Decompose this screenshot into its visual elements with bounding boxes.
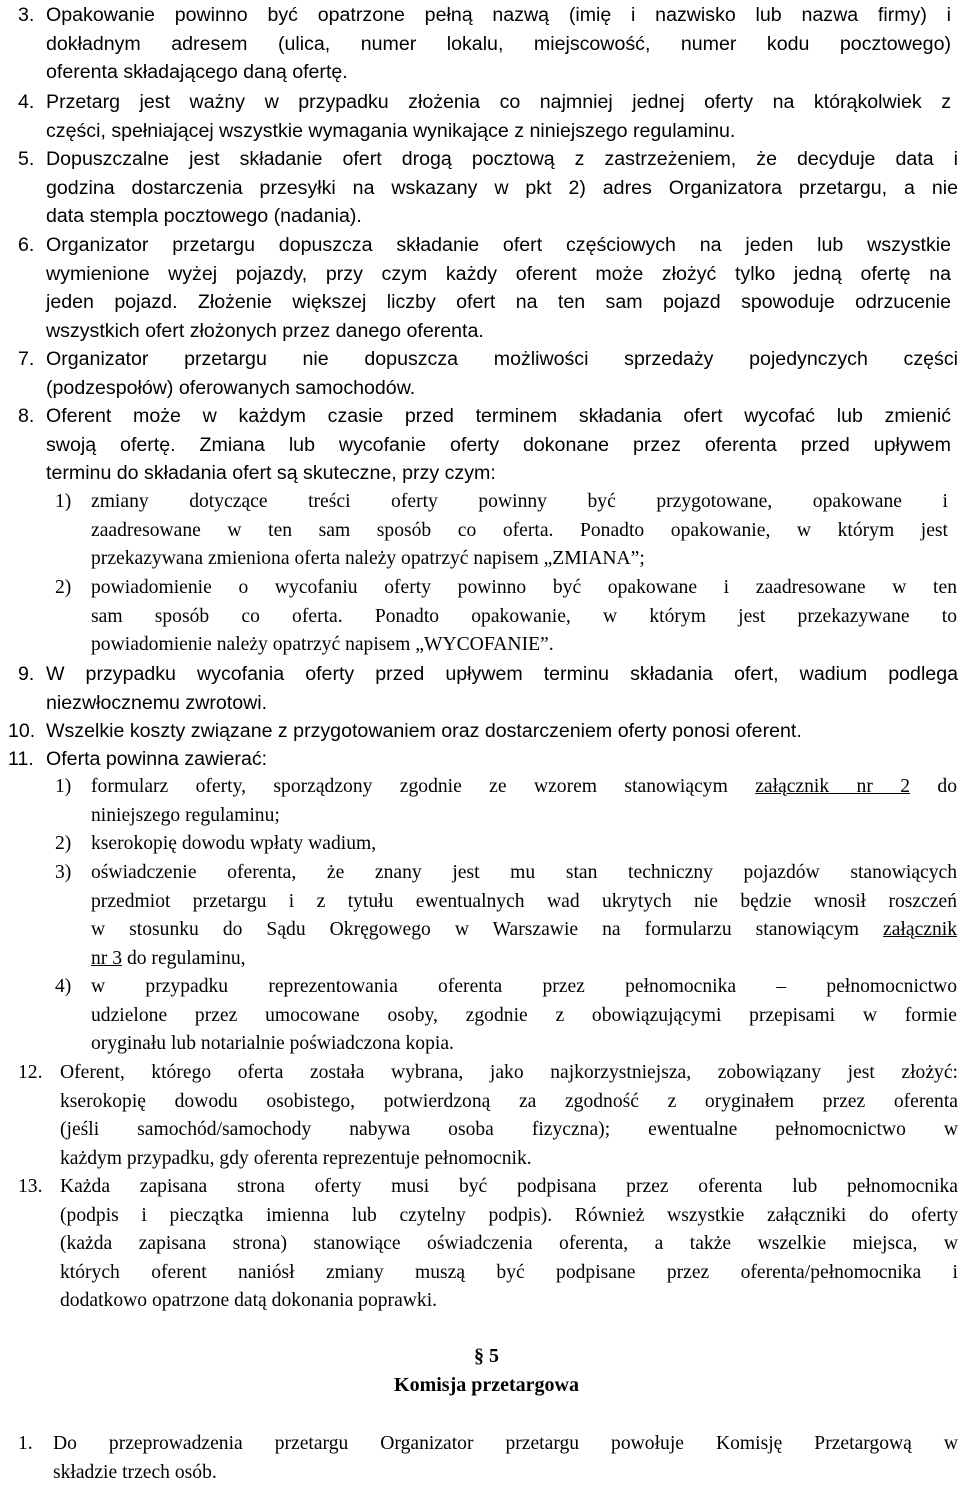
item-number: 3.: [18, 4, 35, 26]
text-line: powiadomienie o wycofaniu oferty powinno być opakowane i zaadresowane w ten: [91, 577, 957, 598]
sub-list-item: [55, 973, 957, 1059]
attachment-link[interactable]: załącznik nr 2: [755, 776, 911, 797]
text-line: zaadresowane w ten sam sposób co oferta. Ponadto opakowanie, w którym jest: [91, 519, 948, 541]
text-line: Organizator przetargu nie dopuszcza możliwości sprzedaży pojedynczych części: [46, 348, 958, 370]
text-line: kserokopię dowodu osobistego, potwierdzoną za zgodność z oryginałem przez oferenta: [60, 1090, 958, 1112]
item-number: 11.: [8, 748, 34, 770]
text-line: każdym przypadku, gdy oferenta reprezentuje pełnomocnik.: [60, 1147, 532, 1169]
text-line: formularz oferty, sporządzony zgodnie ze wzorem stanowiącym: [91, 776, 728, 797]
list-item: [18, 402, 951, 488]
list-item: [18, 345, 958, 402]
text-line: których oferent naniósł zmiany muszą być podpisane przez oferenta/pełnomocnika i: [60, 1261, 958, 1283]
item-number: 12.: [18, 1062, 43, 1083]
list-item: [18, 1430, 958, 1487]
item-number: 4): [55, 976, 72, 997]
text-line: (jeśli samochód/samochody nabywa osoba fizyczna); ewentualne pełnomocnictwo w: [60, 1119, 958, 1141]
text-line: sam sposób co oferta. Ponadto opakowanie, w którym jest przekazywane to: [91, 605, 957, 627]
list-item: [18, 1059, 958, 1173]
text-line: Oferent może w każdym czasie przed terminem składania ofert wycofać lub zmienić: [46, 405, 951, 427]
text-line: części, spełniającej wszystkie wymagania wynikające z niniejszego regulaminu.: [46, 119, 736, 142]
list-item: [18, 145, 958, 231]
text-line: Wszelkie koszty związane z przygotowaniem oraz dostarczeniem oferty ponosi oferent.: [46, 720, 802, 742]
text-line: terminu do składania ofert są skuteczne, przy czym:: [46, 462, 496, 485]
item-number: 2): [55, 577, 72, 598]
sub-list-item: [55, 830, 957, 859]
text-line: składzie trzech osób.: [53, 1461, 217, 1483]
text-line: swoją ofertę. Zmiana lub wycofanie oferty dokonane przez oferenta przed upływem: [46, 433, 951, 456]
list-item: [18, 1173, 958, 1316]
item-number: 10.: [8, 720, 36, 742]
item-number: 5.: [18, 148, 35, 170]
item-number: 2): [55, 833, 72, 854]
text-line: Oferent, którego oferta została wybrana, jako najkorzystniejsza, zobowiązany jest złożyć:: [60, 1062, 958, 1083]
section-number: § 5: [474, 1345, 499, 1367]
text-line: (podzespołów) oferowanych samochodów.: [46, 376, 416, 399]
text-line: wszystkich ofert złożonych przez danego oferenta.: [46, 319, 484, 342]
item-number: 3): [55, 862, 72, 883]
text-line: udzielone przez umocowane osoby, zgodnie z obowiązującymi przepisami w formie: [91, 1004, 957, 1026]
text-line: oryginału lub notarialnie poświadczona kopia.: [91, 1033, 454, 1055]
text-line: dokładnym adresem (ulica, numer lokalu, miejscowość, numer kodu pocztowego): [46, 32, 951, 55]
list-item: [18, 231, 951, 345]
text-line: oświadczenie oferenta, że znany jest mu stan techniczny pojazdów stanowiących: [91, 862, 957, 883]
text-line: dodatkowo opatrzone datą dokonania poprawki.: [60, 1290, 438, 1312]
text-line: Do przeprowadzenia przetargu Organizator przetargu powołuje Komisję Przetargową w: [53, 1433, 958, 1454]
item-number: 4.: [18, 91, 35, 113]
attachment-link[interactable]: nr 3: [91, 947, 123, 969]
text-line: przedmiot przetargu i z tytułu ewentualnych wad ukrytych nie będzie wnosił roszczeń: [91, 890, 957, 912]
list-item: [8, 717, 958, 746]
item-number: 8.: [18, 405, 35, 427]
text-line: Oferta powinna zawierać:: [46, 748, 268, 770]
sub-list-item: [55, 773, 957, 830]
item-number: 9.: [18, 663, 35, 685]
text-line: Opakowanie powinno być opatrzone pełną nazwą (imię i nazwisko lub nazwa firmy) i: [46, 4, 951, 26]
text-line: jeden pojazd. Złożenie większej liczby ofert na ten sam pojazd spowoduje odrzucenie: [46, 291, 951, 314]
text-line: Organizator przetargu dopuszcza składanie ofert częściowych na jeden lub wszystkie: [46, 234, 951, 256]
sub-list-item: [55, 488, 948, 574]
text-line: (każda zapisana strona) stanowiące oświadczenia oferenta, a także wszelkie miejsca, w: [60, 1233, 958, 1255]
item-number: 6.: [18, 234, 35, 256]
item-number: 7.: [18, 348, 35, 370]
attachment-link[interactable]: załącznik: [883, 919, 957, 941]
text-line: Każda zapisana strona oferty musi być podpisana przez oferenta lub pełnomocnika: [60, 1176, 958, 1197]
text-line: Dopuszczalne jest składanie ofert drogą pocztową z zastrzeżeniem, że decyduje data i: [46, 148, 958, 170]
list-item: [18, 660, 958, 717]
item-number: 1): [55, 776, 72, 797]
text-line: Przetarg jest ważny w przypadku złożenia co najmniej jednej oferty na którąkolwiek z: [46, 91, 951, 113]
text-line: zmiany dotyczące treści oferty powinny być przygotowane, opakowane i: [91, 491, 948, 512]
item-number: 1.: [18, 1433, 33, 1454]
list-item: [18, 88, 951, 145]
text-line: niniejszego regulaminu;: [91, 804, 280, 826]
item-number: 1): [55, 491, 72, 512]
item-number: 13.: [18, 1176, 43, 1197]
text-line: data stempla pocztowego (nadania).: [46, 205, 362, 228]
text-line: kserokopię dowodu wpłaty wadium,: [91, 833, 377, 854]
text-line: wymienione wyżej pojazdy, przy czym każdy oferent może złożyć tylko jedną ofertę na: [46, 262, 951, 285]
text-line: do: [937, 776, 957, 797]
text-line: W przypadku wycofania oferty przed upływem terminu składania ofert, wadium podlega: [46, 663, 958, 685]
sub-list-item: [55, 859, 957, 973]
section-title: Komisja przetargowa: [394, 1374, 579, 1396]
text-line: przekazywana zmieniona oferta należy opatrzyć napisem „ZMIANA”;: [91, 548, 645, 570]
text-line: powiadomienie należy opatrzyć napisem „WYCOFANIE”.: [91, 634, 554, 656]
sub-list-item: [55, 574, 957, 660]
text-line: w stosunku do Sądu Okręgowego w Warszawie na formularzu stanowiącym: [91, 919, 860, 941]
text-line: oferenta składającego daną ofertę.: [46, 61, 348, 84]
text-line: godzina dostarczenia przesyłki na wskazany w pkt 2) adres Organizatora przetargu, a nie: [46, 176, 958, 199]
text-line: w przypadku reprezentowania oferenta przez pełnomocnika – pełnomocnictwo: [91, 976, 957, 997]
list-item: [8, 745, 958, 774]
text-line: do regulaminu,: [126, 947, 246, 969]
list-item: [18, 1, 951, 87]
text-line: (podpis i pieczątka imienna lub czytelny podpis). Również wszystkie załączniki do oferty: [60, 1204, 958, 1226]
text-line: niezwłocznemu zwrotowi.: [46, 691, 268, 714]
